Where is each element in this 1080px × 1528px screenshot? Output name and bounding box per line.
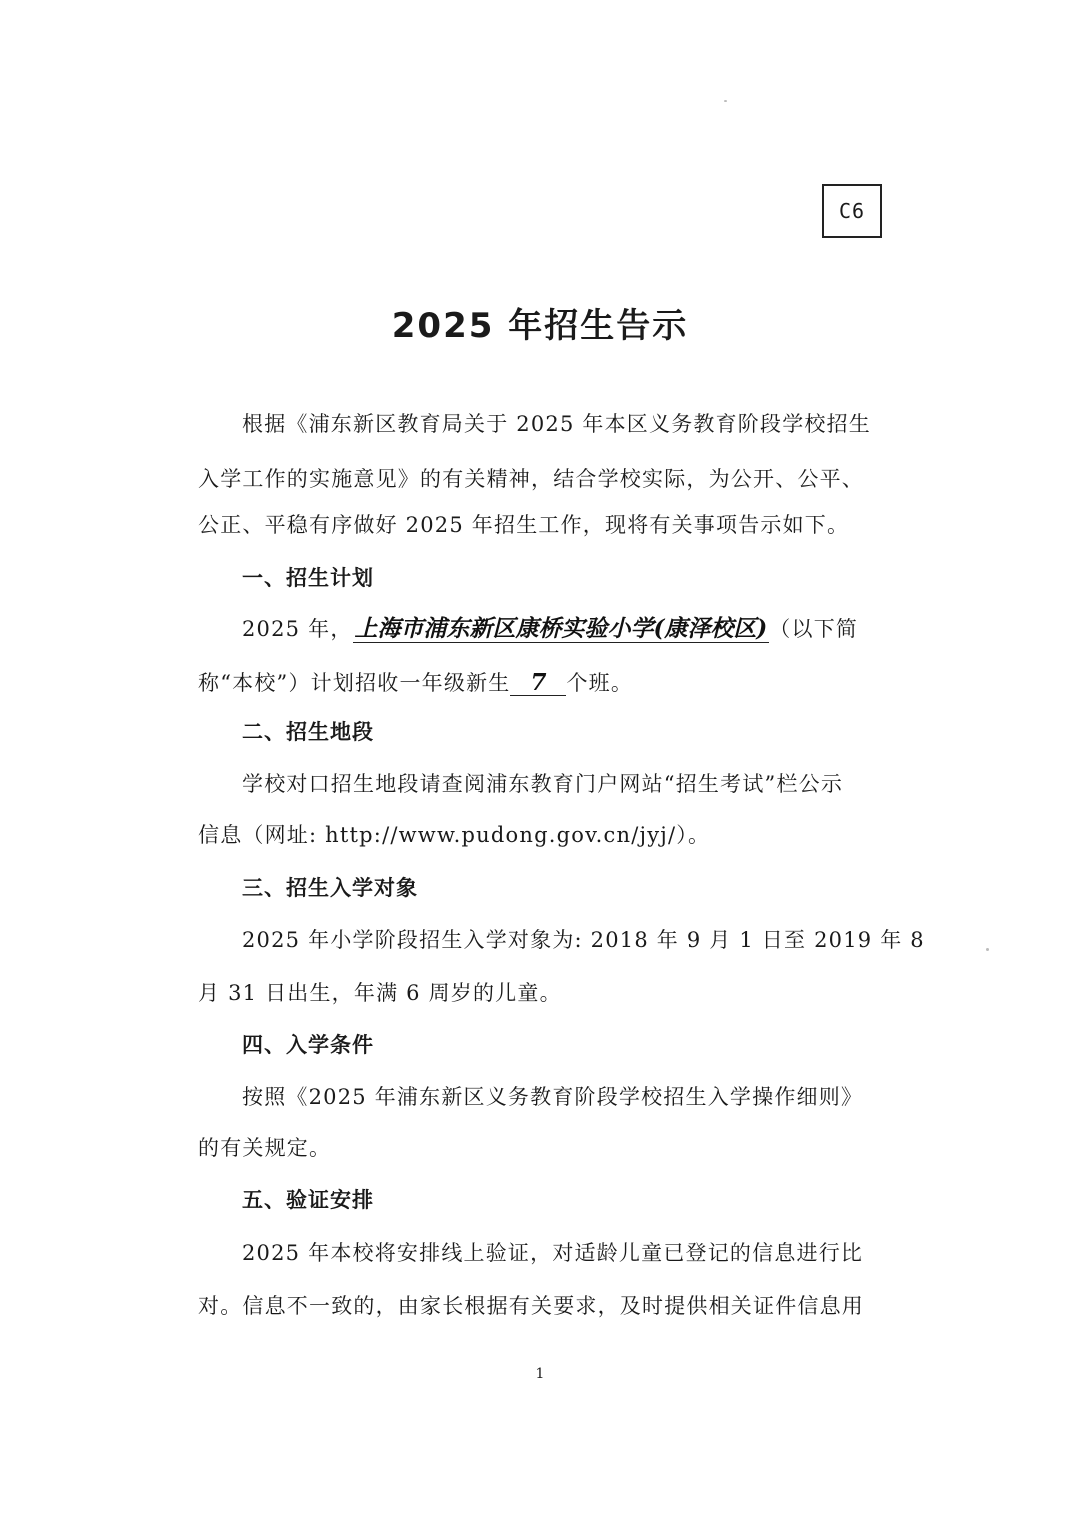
- section-heading-plan: 一、招生计划: [242, 566, 374, 590]
- area-line-1: 学校对口招生地段请查阅浦东教育门户网站“招生考试”栏公示: [242, 772, 844, 796]
- handwritten-class-count: 7: [510, 671, 566, 696]
- conditions-line-1: 按照《2025 年浦东新区义务教育阶段学校招生入学操作细则》: [242, 1085, 864, 1109]
- verify-line-2: 对。信息不一致的，由家长根据有关要求，及时提供相关证件信息用: [198, 1294, 864, 1318]
- intro-line-1: 根据《浦东新区教育局关于 2025 年本区义务教育阶段学校招生: [242, 412, 871, 436]
- area-line-2: 信息（网址: http://www.pudong.gov.cn/jyj/）。: [198, 823, 711, 847]
- section-heading-target: 三、招生入学对象: [242, 876, 418, 900]
- verify-line-1: 2025 年本校将安排线上验证，对适龄儿童已登记的信息进行比: [242, 1241, 864, 1265]
- page-title: 2025 年招生告示: [391, 306, 689, 346]
- section-heading-verify: 五、验证安排: [242, 1188, 374, 1212]
- conditions-line-2: 的有关规定。: [198, 1136, 332, 1160]
- page-number: 1: [535, 1366, 545, 1382]
- intro-line-3: 公正、平稳有序做好 2025 年招生工作，现将有关事项告示如下。: [198, 513, 850, 537]
- target-line-2: 月 31 日出生，年满 6 周岁的儿童。: [198, 981, 562, 1005]
- plan-year-prefix: 2025 年，: [242, 617, 353, 641]
- intro-line-2: 入学工作的实施意见》的有关精神，结合学校实际，为公开、公平、: [198, 467, 864, 491]
- document-code: C6: [838, 199, 866, 223]
- plan-line-2-suffix: 个班。: [566, 671, 634, 695]
- plan-line-1: [242, 614, 888, 644]
- plan-line-2: [198, 668, 888, 698]
- document-code-box: [822, 184, 882, 238]
- handwritten-school-name: 上海市浦东新区康桥实验小学(康泽校区): [354, 615, 768, 642]
- scan-speck: [724, 100, 727, 102]
- section-heading-conditions: 四、入学条件: [242, 1033, 374, 1057]
- scan-speck: [986, 948, 989, 951]
- plan-line-2-prefix: 称“本校”）计划招收一年级新生: [198, 671, 511, 695]
- section-heading-area: 二、招生地段: [242, 720, 374, 744]
- target-line-1: 2025 年小学阶段招生入学对象为: 2018 年 9 月 1 日至 2019 年 8: [242, 928, 925, 952]
- plan-line-1-suffix: （以下简: [769, 617, 859, 641]
